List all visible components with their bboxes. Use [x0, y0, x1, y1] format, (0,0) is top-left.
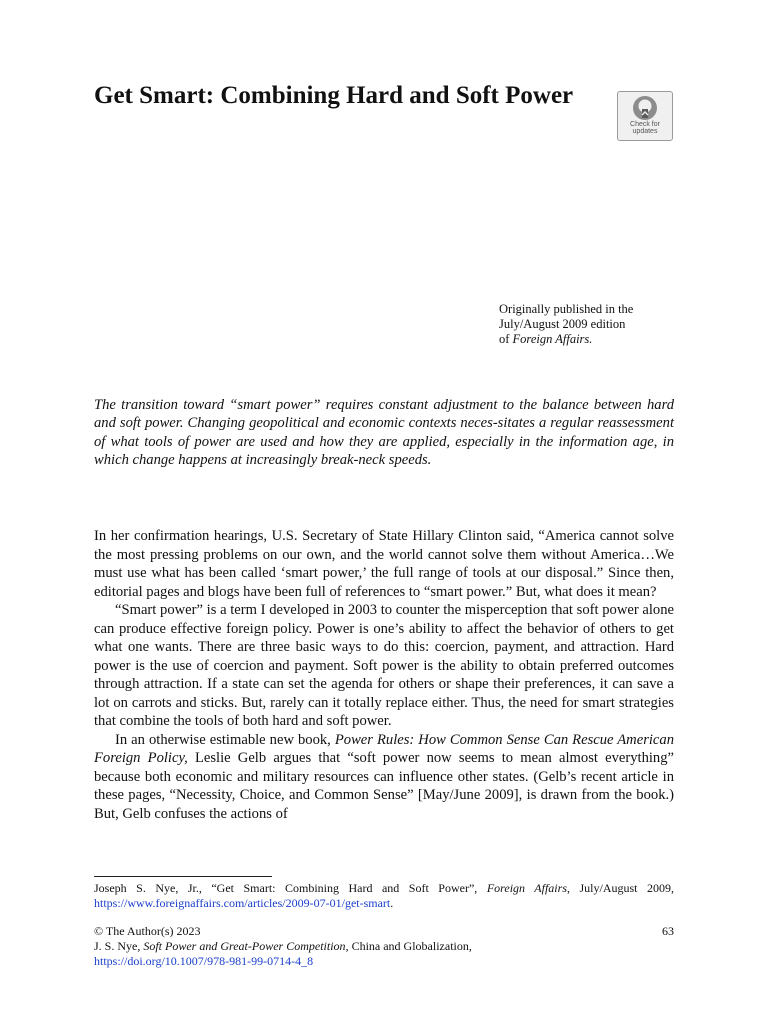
- check-for-updates-icon: [632, 95, 658, 121]
- chapter-title: Get Smart: Combining Hard and Soft Power: [94, 82, 574, 109]
- origin-line-1: Originally published in the: [499, 302, 634, 316]
- copyright: © The Author(s) 2023: [94, 924, 201, 938]
- footnote-text-a: Joseph S. Nye, Jr., “Get Smart: Combining Hard and Soft Power”,: [94, 881, 487, 895]
- footnote: [94, 881, 674, 911]
- page-number: 63: [662, 924, 674, 938]
- footnote-divider: [94, 876, 272, 877]
- citation-series: , China and Globalization,: [345, 939, 472, 953]
- doi-link[interactable]: https://doi.org/10.1007/978-981-99-0714-4_8: [94, 954, 314, 968]
- paragraph-3-part-b: Leslie Gelb argues that “soft power now seems to mean almost everything” because both economic and military resources can influence other states. (Gelb’s recent article in these pages, “Necessity, Choice, and Common Sense” [May/June 2009], is drawn from the book.) But, Gelb confuses the actions of: [94, 750, 675, 822]
- footnote-text-b: , July/August 2009,: [566, 881, 674, 895]
- badge-label-line1: Check for: [630, 121, 660, 128]
- footnote-text-c: .: [390, 896, 394, 910]
- citation-authors: J. S. Nye,: [94, 939, 144, 953]
- footnote-url-link[interactable]: https://www.foreignaffairs.com/articles/2009-07-01/get-smart: [94, 896, 391, 910]
- body-text: [94, 527, 674, 823]
- origin-prefix: of: [499, 332, 513, 346]
- paragraph-3: [94, 731, 674, 824]
- paragraph-2: “Smart power” is a term I developed in 2003 to counter the misperception that soft power alone can produce effective foreign policy. Power is one’s ability to affect the behavior of others to get what one wants. There are three basic ways to do this: coercion, payment, and attraction. Hard power is the use of coercion and payment. Soft power is the ability to obtain preferred outcomes through attraction. If a state can set the agenda for others or shape their preferences, it can save a lot on carrots and sticks. But, rarely can it totally replace either. Thus, the need for smart strategies that combine the tools of both hard and soft power.: [94, 602, 674, 729]
- publication-info: [94, 924, 674, 969]
- citation-book-title: Soft Power and Great-Power Competition: [143, 939, 346, 953]
- origin-line-3: [499, 332, 679, 347]
- paragraph-1: In her confirmation hearings, U.S. Secretary of State Hillary Clinton said, “America cannot solve the most pressing problems on our own, and the world cannot solve them without America…We must use what has been called ‘smart power,’ the full range of tools at our disposal.” Since then, editorial pages and blogs have been full of references to “smart power.” But, what does it mean?: [94, 528, 674, 600]
- book-title: Power Rules: How Common Sense Can Rescue American Foreign Policy,: [94, 731, 674, 766]
- check-for-updates-badge[interactable]: [617, 91, 673, 141]
- abstract: The transition toward “smart power” requires constant adjustment to the balance between hard and soft power. Changing geopolitical and economic contexts neces-sitates a regular reassessment of what tools of power are used and how they are applied, especially in the information age, in which change happens at increasingly break-neck speeds.: [94, 397, 674, 469]
- original-publication-note: [499, 302, 679, 347]
- origin-line-2: July/August 2009 edition: [499, 317, 626, 331]
- origin-journal: Foreign Affairs.: [512, 332, 593, 346]
- paragraph-3-part-a: In an otherwise estimable new book,: [115, 731, 335, 748]
- footnote-journal: Foreign Affairs: [486, 881, 567, 895]
- badge-label-line2: updates: [632, 128, 658, 135]
- book-citation: [94, 939, 674, 954]
